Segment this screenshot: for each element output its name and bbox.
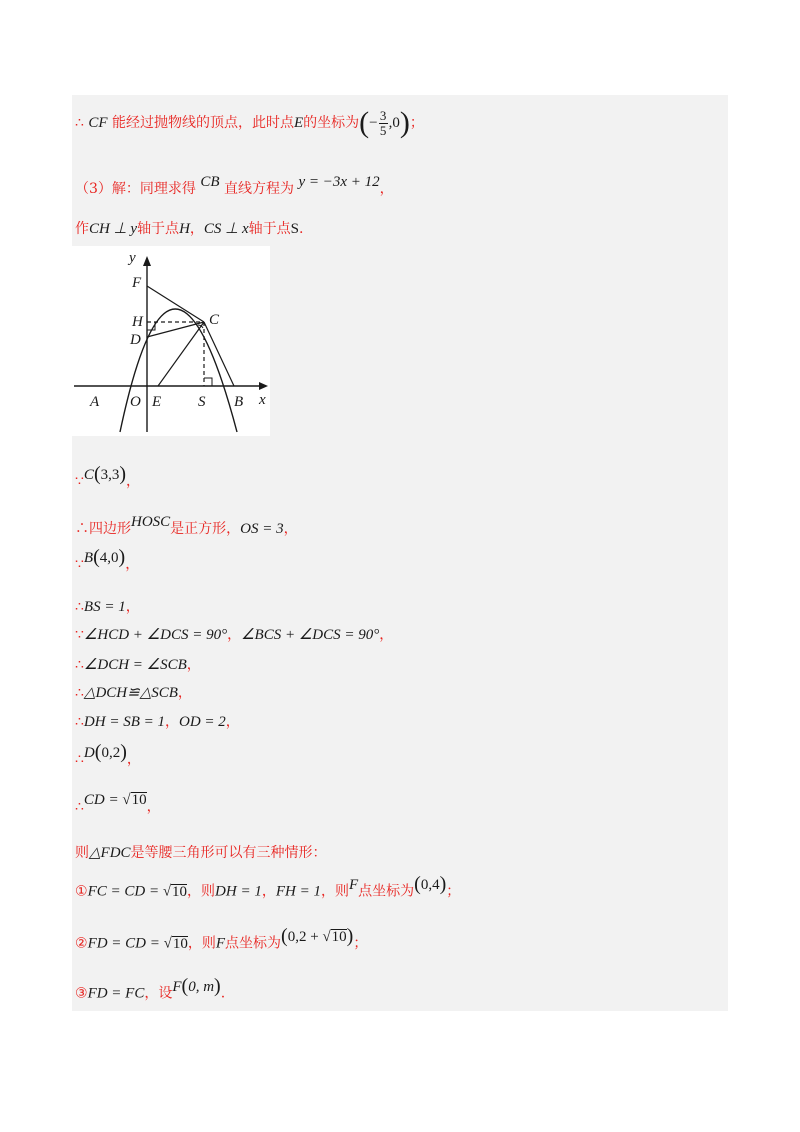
punct: ； <box>446 883 461 900</box>
punct: ； <box>409 115 424 131</box>
math-fd-fc: FD = FC <box>87 985 145 1002</box>
punct: ， <box>165 714 179 730</box>
therefore-symbol: ∴ <box>75 799 84 815</box>
line-14 <box>75 842 327 862</box>
coord: 0,4 <box>420 876 440 893</box>
math-os: OS = 3 <box>240 521 284 537</box>
math-fd-cd: FD = CD = <box>87 935 164 952</box>
math-ch-perp: CH ⊥ y <box>89 221 138 237</box>
paren-open: ( <box>181 975 189 997</box>
punct: ， <box>379 181 394 197</box>
line-11 <box>75 711 240 731</box>
line-13 <box>75 792 161 816</box>
text: ∴四边形 <box>75 521 131 537</box>
paren-open: ( <box>93 463 101 485</box>
therefore-symbol: ∴ <box>75 751 84 768</box>
math-od: OD = 2 <box>179 714 226 730</box>
math-cd: CD = <box>83 792 123 808</box>
label-h: H <box>132 314 143 330</box>
math-dh: DH = 1 <box>215 883 262 900</box>
label-a: A <box>90 394 100 410</box>
math-cs-perp: CS ⊥ x <box>203 221 249 237</box>
punct: ， <box>379 627 394 643</box>
text: 点坐标为 <box>225 935 282 952</box>
math-f: F <box>215 935 226 952</box>
therefore-symbol: ∴ <box>75 657 84 673</box>
sqrt-sign: √ <box>163 935 172 952</box>
denominator: 5 <box>379 122 387 138</box>
punct: . <box>220 985 226 1002</box>
because-symbol: ∵ <box>75 473 84 490</box>
text: 则 <box>75 845 89 861</box>
coord: 0, m <box>188 978 215 995</box>
paren-close: ) <box>118 546 126 568</box>
therefore-symbol: ∴ <box>75 599 84 615</box>
x-axis-arrow <box>259 382 268 390</box>
line-8 <box>75 624 393 644</box>
sqrt-sign: √ <box>122 792 131 808</box>
paren-close: ) <box>399 106 410 139</box>
math-f: F <box>172 978 182 995</box>
paren-close: ) <box>119 463 127 485</box>
line-12 <box>75 741 141 771</box>
text: ，则 <box>320 883 349 900</box>
math-dh: DH = SB = 1 <box>83 714 165 730</box>
parabola-diagram <box>72 246 270 436</box>
paren-close: ) <box>346 925 354 947</box>
segment-fc <box>147 286 204 322</box>
text: 作 <box>75 221 89 237</box>
label-c: C <box>209 312 220 328</box>
label-b: B <box>234 394 244 410</box>
punct: ， <box>125 556 140 573</box>
text: ，则 <box>187 883 216 900</box>
text: （3）解：同理求得 <box>75 181 196 197</box>
label-f: F <box>132 275 142 291</box>
text: ，则 <box>187 935 216 952</box>
radicand: 10 <box>172 883 188 900</box>
line-17 <box>75 975 226 1005</box>
segment-cb <box>204 322 234 386</box>
paren-close: ) <box>439 873 447 895</box>
math-fh: FH = 1 <box>275 883 321 900</box>
math-equation: y = −3x + 12 <box>298 174 380 190</box>
math-h: H <box>179 221 190 237</box>
text: 点坐标为 <box>358 883 415 900</box>
punct: ， <box>261 883 276 900</box>
math-hosc: HOSC <box>131 514 171 530</box>
numerator: 3 <box>379 107 387 123</box>
paren-open: ( <box>94 741 102 763</box>
text: ，设 <box>144 985 173 1002</box>
right-angle-s <box>204 378 212 386</box>
punct: ， <box>225 714 240 730</box>
math-bs: BS = 1 <box>83 599 126 615</box>
text: 能经过抛物线的顶点，此时点 <box>112 115 294 131</box>
punct: ， <box>126 751 141 768</box>
minus-sign: − <box>369 115 378 131</box>
math-c: C <box>83 466 94 483</box>
sqrt-sign: √ <box>322 928 331 945</box>
text: 是等腰三角形可以有三种情形： <box>130 845 327 861</box>
math-fc-cd: FC = CD = <box>87 883 163 900</box>
punct: ， <box>125 599 140 615</box>
punct: ； <box>353 935 368 952</box>
label-s: S <box>198 394 206 410</box>
punct: ， <box>186 657 201 673</box>
coord: 4,0 <box>99 549 119 566</box>
coord-tail: ,0 <box>388 115 400 131</box>
text: 轴于点 <box>248 221 291 237</box>
parabola-figure <box>72 246 270 436</box>
text: 的坐标为 <box>303 115 360 131</box>
punct: ， <box>177 685 192 701</box>
paren-close: ) <box>214 975 221 997</box>
line-1 <box>75 106 424 140</box>
coord: 0,2 + <box>287 928 323 945</box>
punct: ， <box>283 521 298 537</box>
punct: ， <box>227 627 242 643</box>
punct: ， <box>126 473 141 490</box>
paren-open: ( <box>359 106 370 139</box>
text: 是正方形， <box>170 521 241 537</box>
y-axis-arrow <box>143 256 151 266</box>
math-f: F <box>348 876 359 893</box>
radicand: 10 <box>131 792 147 808</box>
line-16 <box>75 925 368 955</box>
math-d: D <box>83 744 95 761</box>
label-y: y <box>129 250 136 266</box>
paren-open: ( <box>93 546 100 568</box>
therefore-symbol: ∴ <box>75 115 84 131</box>
math-cf: CF <box>88 115 108 131</box>
punct: ， <box>189 221 204 237</box>
line-3 <box>75 218 303 238</box>
math-e: E <box>294 115 304 131</box>
fraction <box>379 109 388 138</box>
because-symbol: ∵ <box>75 556 84 573</box>
case-1-marker: ① <box>75 883 88 900</box>
math-angle-sum-2: ∠BCS + ∠DCS = 90° <box>241 627 380 643</box>
line-2 <box>75 174 394 198</box>
label-o: O <box>130 394 141 410</box>
paren-open: ( <box>414 873 421 895</box>
coord: 3,3 <box>100 466 120 483</box>
label-x: x <box>259 392 266 408</box>
paren-close: ) <box>120 741 127 763</box>
math-triangle: △FDC <box>89 845 131 861</box>
math-cb: CB <box>200 174 220 190</box>
math-congruent: △DCH≌△SCB <box>83 685 178 701</box>
case-2-marker: ② <box>75 935 88 952</box>
line-7 <box>75 596 140 616</box>
segment-ec <box>158 322 204 386</box>
label-d: D <box>130 332 141 348</box>
line-5 <box>75 514 298 538</box>
math-angle-eq: ∠DCH = ∠SCB <box>83 657 187 673</box>
therefore-symbol: ∴ <box>75 685 84 701</box>
therefore-symbol: ∴ <box>75 714 84 730</box>
line-4 <box>75 463 141 493</box>
paren-open: ( <box>281 925 288 947</box>
because-symbol: ∵ <box>75 627 84 643</box>
text: 直线方程为 <box>224 181 294 197</box>
math-b: B <box>83 549 94 566</box>
punct: . <box>298 221 304 237</box>
coord: 0,2 <box>101 744 121 761</box>
label-e: E <box>152 394 162 410</box>
math-angle-sum-1: ∠HCD + ∠DCS = 90° <box>83 627 228 643</box>
radicand: 10 <box>172 935 188 952</box>
line-15 <box>75 873 461 903</box>
punct: ， <box>146 799 161 815</box>
line-6 <box>75 546 140 576</box>
math-s: S <box>290 221 299 237</box>
text: 轴于点 <box>137 221 180 237</box>
line-9 <box>75 654 201 674</box>
radicand: 10 <box>331 928 347 945</box>
case-3-marker: ③ <box>75 985 88 1002</box>
line-10 <box>75 682 192 702</box>
sqrt-sign: √ <box>162 883 172 900</box>
